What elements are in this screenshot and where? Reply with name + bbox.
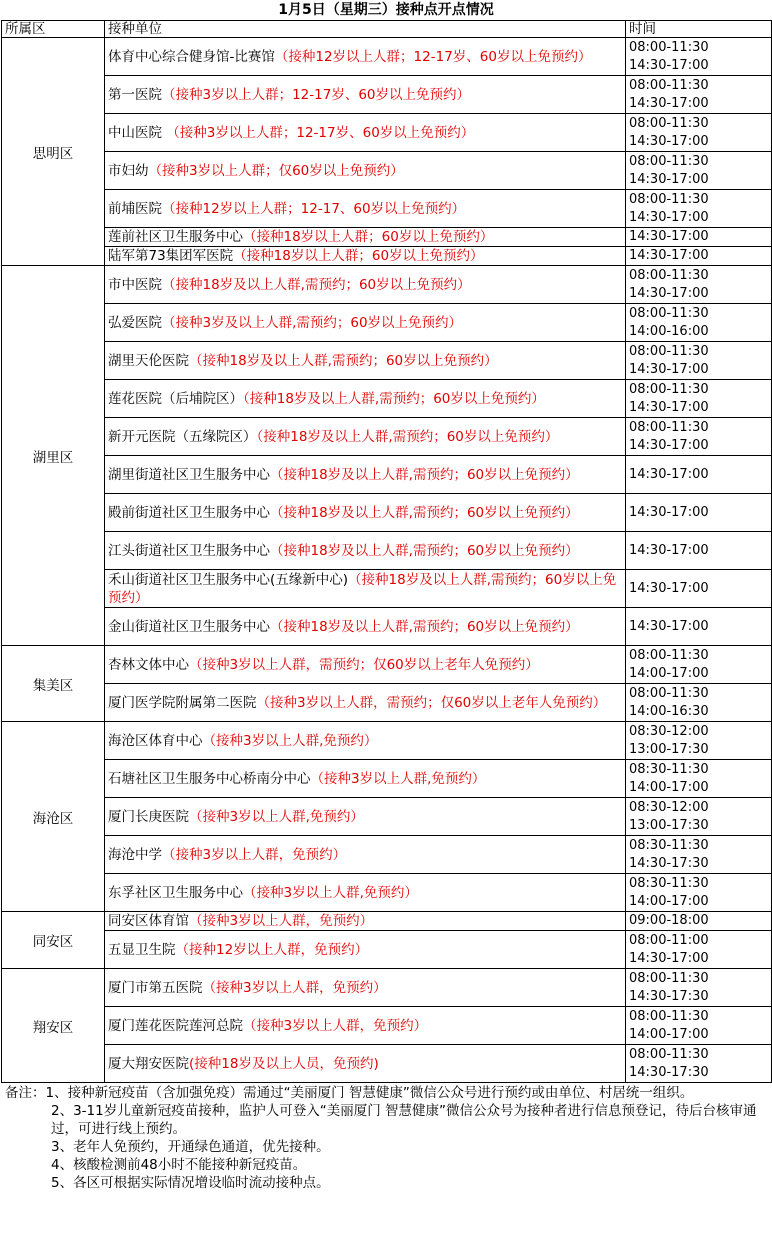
table-row (2, 931, 772, 969)
time-cell (626, 646, 772, 684)
table-row (2, 608, 772, 646)
time-slot: 14:30-17:30 (629, 1064, 709, 1080)
time-cell (626, 247, 772, 266)
site-name: 前埔医院 (108, 200, 162, 217)
site-note: （接种18岁以上人群；60岁以上免预约） (243, 229, 494, 245)
table-row (2, 532, 772, 570)
site-note: （接种18岁及以上人群,需预约；60岁以上免预约） (256, 428, 559, 445)
time-cell (626, 190, 772, 228)
time-slot: 14:00-17:00 (629, 779, 709, 795)
time-slot: 14:00-16:00 (629, 323, 709, 339)
time-slot: 08:00-11:30 (629, 647, 709, 663)
time-cell (626, 1045, 772, 1083)
remark-2: 2、3-11岁儿童新冠疫苗接种，监护人可登入“美丽厦门 智慧健康”微信公众号为接种者进行信息预登记，待后台核审通过，可进行线上预约。 (51, 1103, 757, 1137)
time-slot: 14:00-17:00 (629, 893, 709, 909)
site-note: （接种3岁以上人群；仅60岁以上免预约） (148, 162, 404, 179)
site-cell (105, 684, 626, 722)
remark-5: 5、各区可根据实际情况增设临时流动接种点。 (51, 1175, 330, 1191)
site-name: 江头街道社区卫生服务中心 (108, 542, 270, 559)
site-name: 厦门市第五医院 (108, 979, 203, 996)
time-cell (626, 722, 772, 760)
site-cell (105, 266, 626, 304)
district-cell: 集美区 (2, 646, 105, 722)
time-slot: 14:30-17:00 (629, 171, 709, 187)
site-name: 中山医院 (108, 124, 162, 141)
site-name: 湖里天伦医院 (108, 352, 189, 369)
table-row (2, 152, 772, 190)
site-cell (105, 228, 626, 247)
site-note: （接种3岁以上人群,免预约） (189, 808, 364, 825)
time-slot: 08:30-11:30 (629, 837, 709, 853)
site-note: （接种12岁以上人群；12-17、60岁以上免预约） (162, 200, 466, 217)
time-cell (626, 608, 772, 646)
site-note: （接种18岁及以上人群,需预约；60岁以上免预约） (108, 571, 617, 606)
time-cell (626, 418, 772, 456)
time-slot: 14:30-17:00 (629, 542, 709, 558)
time-slot: 14:30-17:00 (629, 285, 709, 301)
time-cell (626, 380, 772, 418)
time-slot: 08:00-11:30 (629, 1046, 709, 1062)
site-name: 陆军第73集团军医院 (108, 248, 234, 264)
time-cell (626, 760, 772, 798)
site-note: （接种18岁及以上人群,需预约；60岁以上免预约） (270, 466, 579, 483)
site-name: 厦门莲花医院莲河总院 (108, 1017, 243, 1034)
time-slot: 08:00-11:30 (629, 267, 709, 283)
site-cell (105, 494, 626, 532)
remarks-section (1, 1084, 766, 1192)
time-cell (626, 152, 772, 190)
site-note: （接种18岁及以上人群,需预约；60岁以上免预约） (270, 618, 579, 635)
time-slot: 13:00-17:30 (629, 817, 709, 833)
site-note: （接种3岁以上人群,免预约） (202, 732, 378, 749)
site-note: （接种3岁以上人群；12-17岁、60岁以上免预约） (162, 86, 470, 103)
site-note: （接种3岁以上人群，需预约；仅60岁以上老年人免预约） (189, 656, 539, 673)
time-slot: 14:30-17:00 (629, 229, 709, 244)
table-row (2, 266, 772, 304)
site-cell (105, 798, 626, 836)
table-row (2, 570, 772, 608)
site-name: 新开元医院（五缘院区） (108, 428, 257, 445)
table-row (2, 912, 772, 931)
table-row (2, 418, 772, 456)
table-row (2, 760, 772, 798)
time-cell (626, 532, 772, 570)
site-cell (105, 304, 626, 342)
site-name: 厦门长庚医院 (108, 808, 189, 825)
table-row (2, 722, 772, 760)
site-cell (105, 1007, 626, 1045)
site-note: （接种18岁及以上人群,需预约；60岁以上免预约） (243, 390, 545, 407)
site-cell (105, 931, 626, 969)
time-slot: 08:00-11:30 (629, 305, 709, 321)
time-cell (626, 114, 772, 152)
time-slot: 14:00-17:00 (629, 665, 709, 681)
table-row (2, 228, 772, 247)
time-slot: 14:30-17:00 (629, 580, 709, 596)
time-cell (626, 1007, 772, 1045)
time-slot: 08:30-11:30 (629, 875, 709, 891)
time-cell (626, 228, 772, 247)
remark-1: 备注：1、接种新冠疫苗（含加强免疫）需通过“美丽厦门 智慧健康”微信公众号进行预约或由单位、村居统一组织。 (5, 1085, 694, 1101)
site-note: （接种18岁及以上人群,需预约；60岁以上免预约） (270, 504, 579, 521)
table-row (2, 969, 772, 1007)
site-name: 金山街道社区卫生服务中心 (108, 618, 270, 635)
table-row (2, 38, 772, 76)
site-name: 莲前社区卫生服务中心 (108, 229, 243, 245)
site-cell (105, 532, 626, 570)
table-row (2, 1045, 772, 1083)
table-row (2, 76, 772, 114)
time-slot: 08:00-11:30 (629, 381, 709, 397)
table-row (2, 304, 772, 342)
time-cell (626, 570, 772, 608)
site-name: 体育中心综合健身馆-比赛馆 (108, 48, 275, 65)
district-cell: 海沧区 (2, 722, 105, 912)
remark-4: 4、核酸检测前48小时不能接种新冠疫苗。 (51, 1157, 307, 1173)
site-cell (105, 760, 626, 798)
time-cell (626, 969, 772, 1007)
time-cell (626, 931, 772, 969)
site-name: 禾山街道社区卫生服务中心(五缘新中心) (108, 571, 349, 588)
time-cell (626, 684, 772, 722)
site-cell (105, 76, 626, 114)
site-cell (105, 570, 626, 608)
time-slot: 08:00-11:30 (629, 77, 709, 93)
site-cell (105, 912, 626, 931)
table-row (2, 798, 772, 836)
site-cell (105, 190, 626, 228)
district-cell: 思明区 (2, 38, 105, 266)
time-slot: 14:30-17:00 (629, 950, 709, 966)
time-cell (626, 874, 772, 912)
time-cell (626, 912, 772, 931)
time-slot: 14:00-17:00 (629, 1026, 709, 1042)
site-note: （接种3岁以上人群,免预约） (243, 884, 418, 901)
site-cell (105, 969, 626, 1007)
time-cell (626, 456, 772, 494)
time-slot: 08:30-12:00 (629, 799, 709, 815)
site-note: （接种18岁以上人群；60岁以上免预约） (233, 248, 484, 264)
time-slot: 13:00-17:30 (629, 741, 709, 757)
time-cell (626, 76, 772, 114)
site-name: 殿前街道社区卫生服务中心 (108, 504, 270, 521)
site-cell (105, 646, 626, 684)
site-note: （接种12岁以上人群；12-17岁、60岁以上免预约） (274, 48, 592, 65)
time-slot: 08:00-11:30 (629, 39, 709, 55)
district-cell: 翔安区 (2, 969, 105, 1083)
site-name: 海沧区体育中心 (108, 732, 203, 749)
vaccination-sites-table (1, 20, 772, 1083)
table-row (2, 494, 772, 532)
site-note: （接种18岁及以上人群,需预约；60岁以上免预约） (270, 542, 579, 559)
site-cell (105, 380, 626, 418)
table-row (2, 684, 772, 722)
district-header: 所属区 (2, 21, 105, 38)
time-slot: 08:00-11:30 (629, 1008, 709, 1024)
table-row (2, 247, 772, 266)
site-name: 五显卫生院 (108, 941, 176, 958)
site-cell (105, 874, 626, 912)
time-slot: 08:00-11:30 (629, 685, 709, 701)
site-cell (105, 722, 626, 760)
table-row (2, 1007, 772, 1045)
site-cell (105, 456, 626, 494)
time-cell (626, 798, 772, 836)
table-row (2, 190, 772, 228)
site-name: 厦门医学院附属第二医院 (108, 694, 257, 711)
time-slot: 14:30-17:00 (629, 209, 709, 225)
time-slot: 08:00-11:30 (629, 115, 709, 131)
remark-3: 3、老年人免预约，开通绿色通道，优先接种。 (51, 1139, 330, 1155)
site-cell (105, 608, 626, 646)
time-slot: 14:30-17:00 (629, 437, 709, 453)
site-note: （接种18岁及以上人群,需预约；60岁以上免预约） (189, 352, 498, 369)
site-name: 厦大翔安医院 (108, 1055, 189, 1072)
site-note: （接种3岁以上人群，免预约） (162, 846, 347, 863)
time-cell (626, 836, 772, 874)
time-slot: 08:00-11:30 (629, 153, 709, 169)
table-header-row (2, 21, 772, 38)
site-name: 莲花医院（后埔院区） (108, 390, 243, 407)
time-cell (626, 304, 772, 342)
time-cell (626, 342, 772, 380)
district-cell: 湖里区 (2, 266, 105, 646)
time-slot: 14:00-16:30 (629, 703, 709, 719)
time-slot: 08:00-11:30 (629, 419, 709, 435)
table-row (2, 342, 772, 380)
site-header: 接种单位 (105, 21, 626, 38)
site-name: 东孚社区卫生服务中心 (108, 884, 243, 901)
time-slot: 14:30-17:00 (629, 361, 709, 377)
time-slot: 14:30-17:00 (629, 399, 709, 415)
page-title: 1月5日（星期三）接种点开点情况 (278, 2, 494, 18)
site-cell (105, 38, 626, 76)
time-slot: 08:00-11:30 (629, 343, 709, 359)
time-cell (626, 494, 772, 532)
time-slot: 14:30-17:00 (629, 133, 709, 149)
site-cell (105, 247, 626, 266)
site-cell (105, 1045, 626, 1083)
site-name: 市妇幼 (108, 162, 149, 179)
time-slot: 14:30-17:30 (629, 988, 709, 1004)
time-slot: 14:30-17:00 (629, 57, 709, 73)
site-cell (105, 836, 626, 874)
site-cell (105, 342, 626, 380)
time-slot: 08:30-12:00 (629, 723, 709, 739)
time-slot: 14:30-17:00 (629, 504, 709, 520)
table-row (2, 836, 772, 874)
table-row (2, 874, 772, 912)
time-slot: 14:30-17:30 (629, 855, 709, 871)
site-note: （接种18岁及以上人群,需预约；60岁以上免预约） (162, 276, 471, 293)
time-slot: 08:00-11:00 (629, 932, 709, 948)
site-cell (105, 418, 626, 456)
time-slot: 08:00-11:30 (629, 970, 709, 986)
district-cell: 同安区 (2, 912, 105, 969)
time-cell (626, 38, 772, 76)
site-note: （接种3岁以上人群，免预约） (202, 979, 387, 996)
table-row (2, 456, 772, 494)
site-cell (105, 152, 626, 190)
time-slot: 14:30-17:00 (629, 95, 709, 111)
time-slot: 14:30-17:00 (629, 618, 709, 634)
site-cell (105, 114, 626, 152)
site-name: 弘爱医院 (108, 314, 162, 331)
site-name: 市中医院 (108, 276, 162, 293)
site-note: （接种3岁及以上人群,需预约；60岁以上免预约） (162, 314, 463, 331)
site-name: 海沧中学 (108, 846, 162, 863)
site-note: （接种3岁以上人群，免预约） (189, 913, 374, 929)
time-slot: 14:30-17:00 (629, 466, 709, 482)
site-name: 石塘社区卫生服务中心桥南分中心 (108, 770, 311, 787)
time-slot: 14:30-17:00 (629, 248, 709, 263)
site-note: （接种3岁以上人群；12-17岁、60岁以上免预约） (162, 124, 475, 141)
time-header: 时间 (626, 21, 772, 38)
time-slot: 08:30-11:30 (629, 761, 709, 777)
table-row (2, 380, 772, 418)
time-slot: 09:00-18:00 (629, 913, 709, 928)
site-name: 同安区体育馆 (108, 913, 189, 929)
table-row (2, 114, 772, 152)
site-name: 第一医院 (108, 86, 162, 103)
site-name: 湖里街道社区卫生服务中心 (108, 466, 270, 483)
time-slot: 08:00-11:30 (629, 191, 709, 207)
site-note: (接种18岁及以上人员，免预约) (189, 1055, 379, 1072)
site-note: （接种3岁以上人群，免预约） (243, 1017, 428, 1034)
site-note: （接种3岁以上人群,免预约） (310, 770, 486, 787)
site-note: （接种12岁以上人群，免预约） (175, 941, 369, 958)
table-row (2, 646, 772, 684)
time-cell (626, 266, 772, 304)
site-note: （接种3岁以上人群，需预约；仅60岁以上老年人免预约） (256, 694, 607, 711)
site-name: 杏林文体中心 (108, 656, 189, 673)
